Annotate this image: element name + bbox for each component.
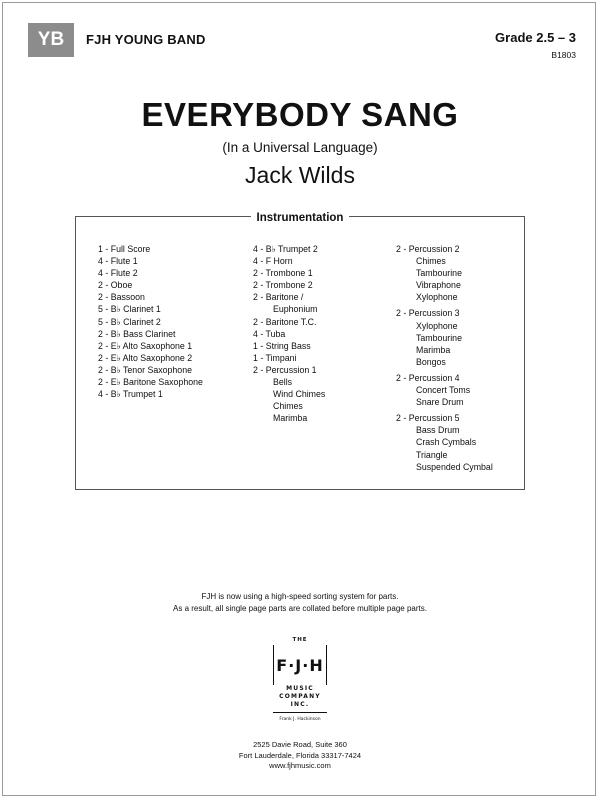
instrument-sub-part: Xylophone bbox=[416, 320, 458, 331]
instrument-part: 2 - E♭ Baritone Saxophone bbox=[98, 377, 203, 388]
instrument-part: 2 - Percussion 1 bbox=[253, 364, 317, 375]
publisher-address bbox=[0, 740, 600, 772]
instrumentation-heading-wrap bbox=[76, 208, 524, 226]
instrument-sub-part: Euphonium bbox=[273, 304, 318, 315]
publisher-logo-inc: INC. bbox=[290, 701, 310, 708]
instrument-sub-part: Bells bbox=[273, 377, 293, 388]
instrument-part: 4 - Flute 2 bbox=[98, 268, 138, 279]
instrument-part: 2 - Trombone 1 bbox=[253, 268, 313, 279]
instrument-sub-part: Chimes bbox=[273, 401, 303, 412]
instrument-part: 4 - B♭ Trumpet 1 bbox=[98, 389, 163, 400]
piece-subtitle: (In a Universal Language) bbox=[222, 140, 378, 155]
instrument-part: 2 - Percussion 5 bbox=[396, 413, 460, 424]
publisher-logo bbox=[273, 637, 327, 727]
address-website: www.fjhmusic.com bbox=[269, 761, 331, 770]
publisher-logo-founder: Frank J. Hackinson bbox=[279, 717, 321, 722]
instrumentation-heading: Instrumentation bbox=[251, 212, 350, 224]
publisher-logo-music: MUSIC bbox=[286, 685, 314, 692]
publisher-logo-the: THE bbox=[292, 637, 308, 643]
instrument-part: 2 - B♭ Tenor Saxophone bbox=[98, 364, 192, 375]
instrument-sub-part: Chimes bbox=[416, 256, 446, 267]
instrument-part: 5 - B♭ Clarinet 1 bbox=[98, 304, 161, 315]
grade-level: Grade 2.5 – 3 bbox=[495, 30, 576, 45]
address-street: 2525 Davie Road, Suite 360 bbox=[253, 740, 347, 749]
composer-name: Jack Wilds bbox=[245, 162, 355, 188]
instrumentation-column-1 bbox=[98, 243, 203, 400]
instrument-part: 2 - Percussion 3 bbox=[396, 308, 460, 319]
instrument-sub-part: Xylophone bbox=[416, 292, 458, 303]
publisher-logo-rule bbox=[273, 712, 327, 713]
instrument-sub-part: Tambourine bbox=[416, 268, 462, 279]
instrumentation-column-3 bbox=[396, 243, 493, 473]
instrument-part: 2 - Percussion 2 bbox=[396, 244, 460, 254]
instrument-part: 1 - Timpani bbox=[253, 352, 297, 363]
catalog-number: B1803 bbox=[551, 50, 576, 60]
instrument-sub-part: Bass Drum bbox=[416, 425, 460, 436]
instrument-part: 4 - B♭ Trumpet 2 bbox=[253, 244, 318, 254]
instrument-part: 2 - E♭ Alto Saxophone 2 bbox=[98, 352, 193, 363]
instrument-sub-part: Triangle bbox=[416, 449, 448, 460]
instrument-sub-part: Vibraphone bbox=[416, 280, 461, 291]
instrumentation-box bbox=[75, 212, 525, 490]
instrument-part: 2 - Bassoon bbox=[98, 292, 145, 303]
instrument-sub-part: Marimba bbox=[416, 344, 451, 355]
series-logo: YB bbox=[28, 23, 74, 57]
instrument-part: 2 - Percussion 4 bbox=[396, 372, 460, 383]
instrument-part: 1 - Full Score bbox=[98, 244, 151, 254]
instrument-part: 2 - Baritone / bbox=[253, 292, 304, 303]
instrument-part: 2 - Oboe bbox=[98, 280, 133, 291]
instrument-sub-part: Concert Toms bbox=[416, 385, 471, 396]
instrument-sub-part: Bongos bbox=[416, 356, 446, 367]
instrument-part: 4 - Tuba bbox=[253, 328, 286, 339]
instrument-sub-part: Marimba bbox=[273, 413, 308, 424]
instrument-part: 1 - String Bass bbox=[253, 340, 311, 351]
instrument-part: 2 - E♭ Alto Saxophone 1 bbox=[98, 340, 193, 351]
instrument-part: 2 - Baritone T.C. bbox=[253, 316, 317, 327]
instrument-sub-part: Wind Chimes bbox=[273, 389, 326, 400]
notice-line-2: As a result, all single page parts are collated before multiple page parts. bbox=[173, 604, 427, 613]
publisher-logo-monogram: F·J·H bbox=[273, 645, 327, 685]
piece-title: EVERYBODY SANG bbox=[141, 96, 459, 133]
instrument-part: 2 - B♭ Bass Clarinet bbox=[98, 328, 176, 339]
instrument-part: 4 - Flute 1 bbox=[98, 256, 138, 267]
address-city: Fort Lauderdale, Florida 33317-7424 bbox=[238, 750, 362, 760]
instrument-part: 5 - B♭ Clarinet 2 bbox=[98, 316, 161, 327]
instrument-sub-part: Suspended Cymbal bbox=[416, 461, 493, 472]
instrumentation-column-2 bbox=[253, 243, 325, 424]
notice-line-1: FJH is now using a high-speed sorting system for parts. bbox=[201, 592, 399, 601]
instrument-sub-part: Snare Drum bbox=[416, 397, 464, 408]
series-name: FJH YOUNG BAND bbox=[86, 32, 206, 47]
instrument-part: 4 - F Horn bbox=[253, 256, 293, 267]
instrument-sub-part: Crash Cymbals bbox=[416, 437, 477, 448]
instrument-sub-part: Tambourine bbox=[416, 332, 462, 343]
publisher-logo-company: COMPANY bbox=[279, 693, 321, 700]
instrument-part: 2 - Trombone 2 bbox=[253, 280, 313, 291]
parts-notice bbox=[0, 591, 600, 615]
